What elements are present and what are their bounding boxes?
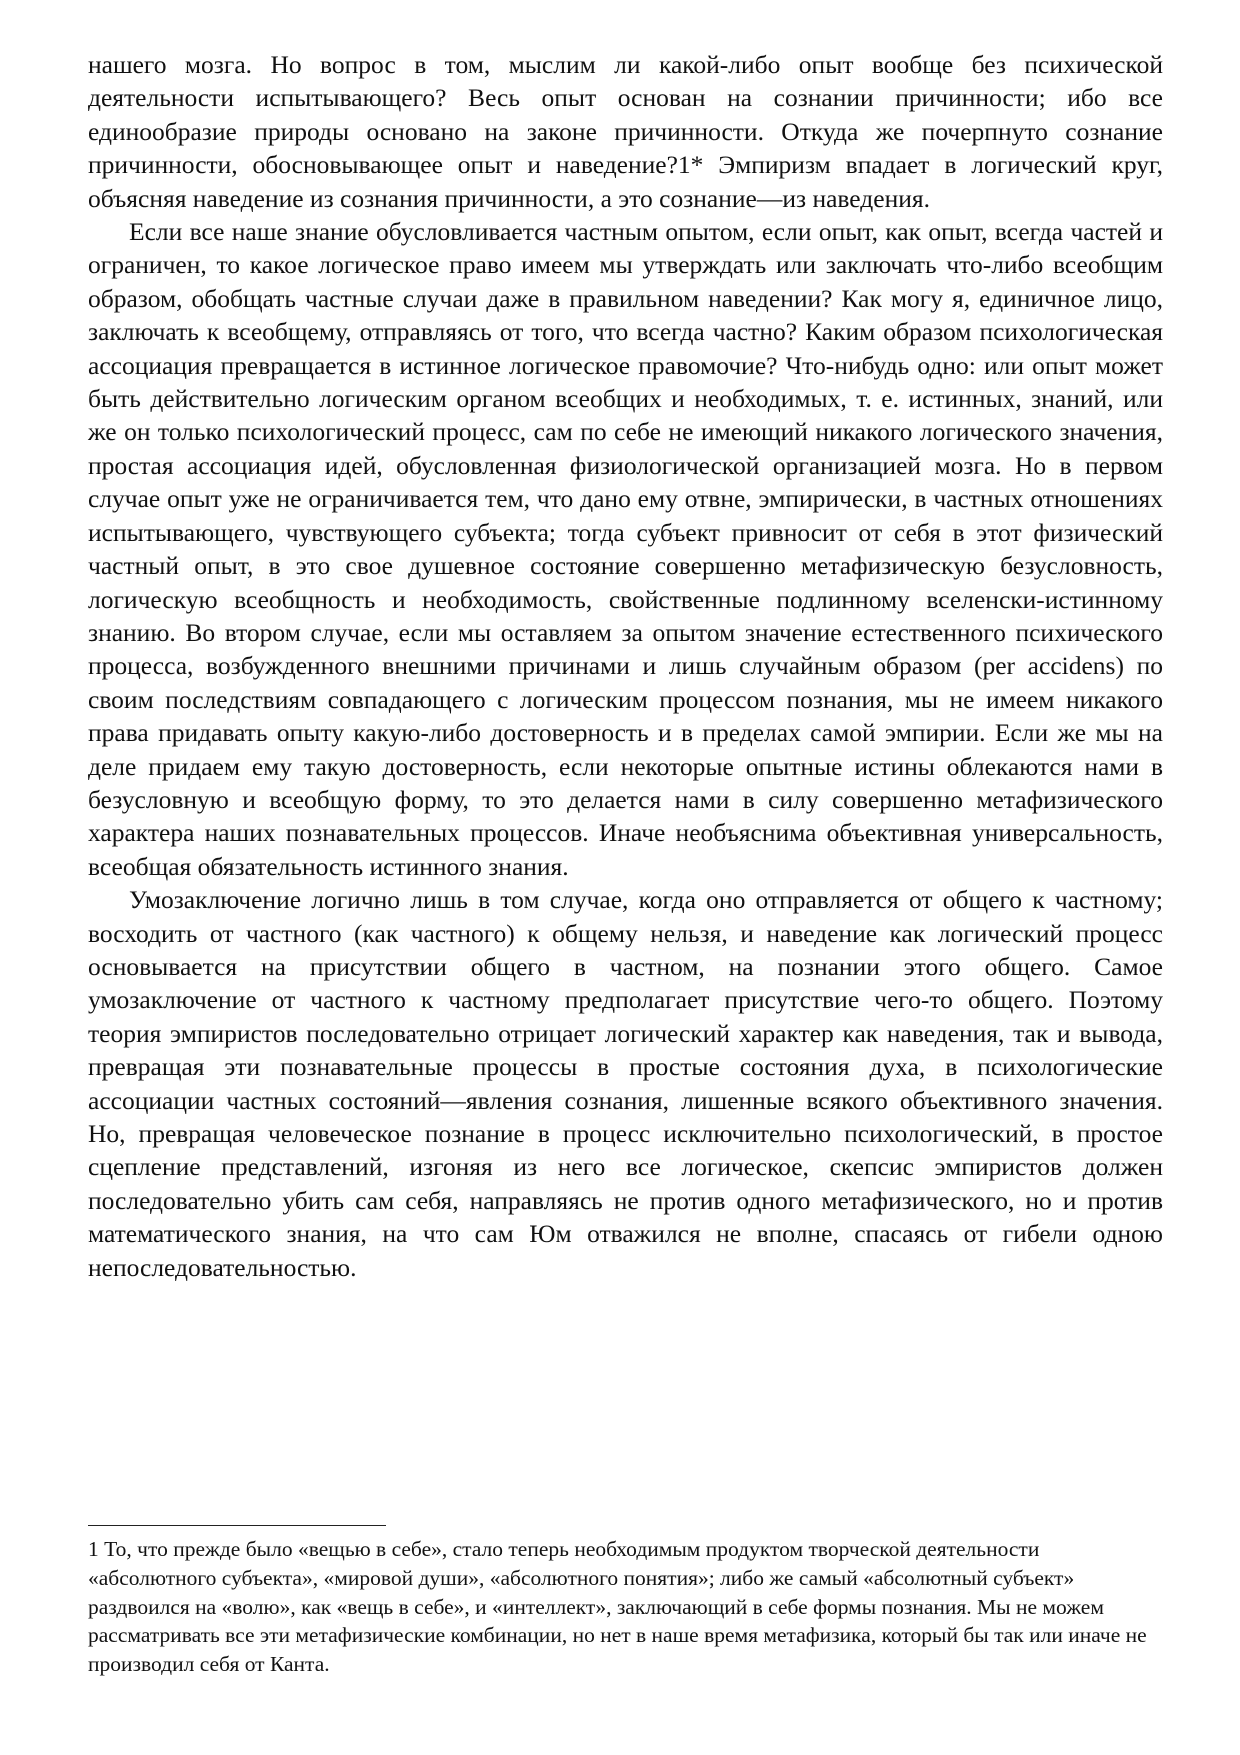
footnote-divider [88, 1525, 386, 1526]
main-text [88, 48, 1163, 1284]
paragraph-1: нашего мозга. Но вопрос в том, мыслим ли какой-либо опыт вообще без психической деятельности испытывающего? Весь опыт основан на сознании причинности; ибо все единообразие природы основано на законе причинности. Откуда же почерпнуто сознание причинности, обосновывающее опыт и наведение?1* Эмпиризм впадает в логический круг, объясняя наведение из сознания причинности, а это сознание—из наведения. [88, 50, 1163, 213]
footnote: 1 То, что прежде было «вещью в себе», стало теперь необходимым продуктом творческой деятельности «абсолютного субъекта», «мировой души», «абсолютного понятия»; либо же самый «абсолютный субъект» раздвоился на «волю», как «вещь в себе», и «интеллект», заключающий в себе формы познания. Мы не можем рассматривать все эти метафизические комбинации, но нет в наше время метафизика, который бы так или иначе не производил себя от Канта. [88, 1537, 1147, 1677]
paragraph-3: Умозаключение логично лишь в том случае, когда оно отправляется от общего к частному; восходить от частного (как частного) к общему нельзя, и наведение как логический процесс основывается на присутствии общего в частном, на познании этого общего. Самое умозаключение от частного к частному предполагает присутствие чего-то общего. Поэтому теория эмпиристов последовательно отрицает логический характер как наведения, так и вывода, превращая эти познавательные процессы в простые состояния духа, в психологические ассоциации частных состояний—явления сознания, лишенные всякого объективного значения. Но, превращая человеческое познание в процесс исключительно психологический, в простое сцепление представлений, изгоняя из него все логическое, скепсис эмпиристов должен последовательно убить сам себя, направляясь не против одного метафизического, но и против математического знания, на что сам Юм отважился не вполне, спасаясь от гибели одною непоследовательностью. [88, 885, 1163, 1282]
paragraph-2: Если все наше знание обусловливается частным опытом, если опыт, как опыт, всегда частей и ограничен, то какое логическое право имеем мы утверждать или заключать что-либо всеобщим образом, обобщать частные случаи даже в правильном наведении? Как могу я, единичное лицо, заключать к всеобщему, отправляясь от того, что всегда частно? Каким образом психологическая ассоциация превращается в истинное логическое правомочие? Что-нибудь одно: или опыт может быть действительно логическим органом всеобщих и необходимых, т. е. истинных, знаний, или же он только психологический процесс, сам по себе не имеющий никакого логического значения, простая ассоциация идей, обусловленная физиологической организацией мозга. Но в первом случае опыт уже не ограничивается тем, что дано ему отвне, эмпирически, в частных отношениях испытывающего, чувствующего субъекта; тогда субъект привносит от себя в этот физический частный опыт, в это свое душевное состояние совершенно метафизическую безусловность, логическую всеобщность и необходимость, свойственные подлинному вселенски-истинному знанию. Во втором случае, если мы оставляем за опытом значение естественного психического процесса, возбужденного внешними причинами и лишь случайным образом (per accidens) по своим последствиям совпадающего с логическим процессом познания, мы не имеем никакого права придавать опыту какую-либо достоверность и в пределах самой эмпирии. Если же мы на деле придаем ему такую достоверность, если некоторые опытные истины облекаются нами в безусловную и всеобщую форму, то это делается нами в силу совершенно метафизического характера наших познавательных процессов. Иначе необъяснима объективная универсальность, всеобщая обязательность истинного знания. [88, 217, 1163, 881]
